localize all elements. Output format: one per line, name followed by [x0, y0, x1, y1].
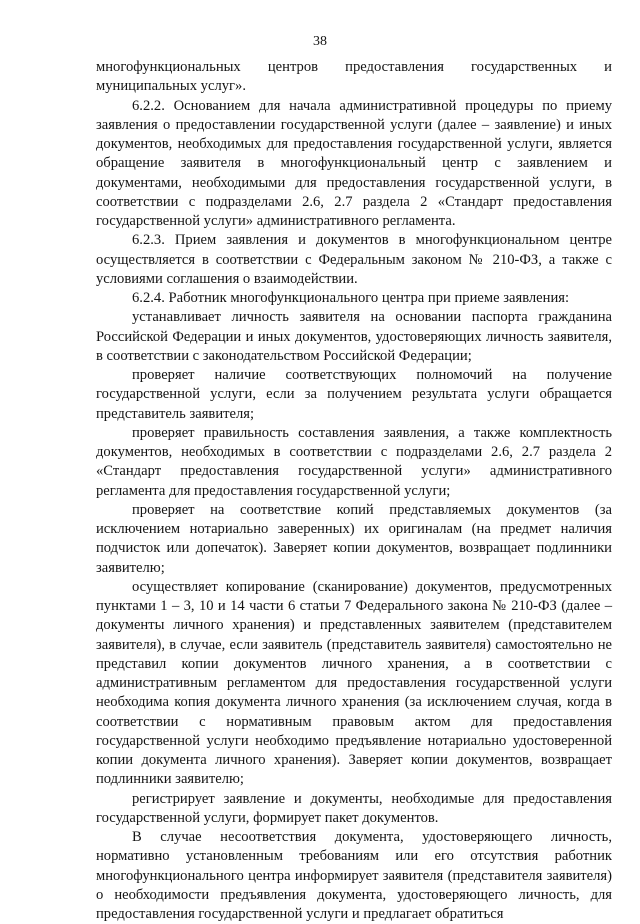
paragraph: проверяет на соответствие копий представляемых документов (за исключением нотариально заверенных) их оригиналам (на предмет наличия подчисток или допечаток). Заверяет копии документов, возвращает подлинники заявителю; [96, 501, 612, 576]
paragraph: проверяет правильность составления заявления, а также комплектность документов, необходимых в соответствии с подразделами 2.6, 2.7 раздела 2 «Стандарт предоставления государственной услуги» административного регламента для предоставления государственной услуги; [96, 424, 612, 499]
paragraph: 6.2.4. Работник многофункционального центра при приеме заявления: [132, 290, 570, 306]
paragraph: В случае несоответствия документа, удостоверяющего личность, нормативно установленным требованиям или его отсутствия работник многофункционального центра информирует заявителя (представителя заявителя) о необходимости предъявления документа, удостоверяющего личность, для предоставления государственной услуги и предлагает обратиться [96, 829, 612, 922]
paragraph: многофункциональных центров предоставления государственных и муниципальных услуг». [96, 59, 612, 95]
paragraph: проверяет наличие соответствующих полномочий на получение государственной услуги, если за получением результата услуги обращается представитель заявителя; [96, 367, 612, 422]
body-text [96, 58, 612, 924]
paragraph: 6.2.2. Основанием для начала административной процедуры по приему заявления о предоставлении государственной услуги (далее – заявление) и иных документов, необходимых для предоставления государственной услуги, является обращение заявителя в многофункциональный центр с заявлением и документами, необходимыми для предоставления государственной услуги, в соответствии с подразделами 2.6, 2.7 раздела 2 «Стандарт предоставления государственной услуги» административного регламента. [96, 97, 612, 229]
page-number: 38 [313, 34, 327, 49]
paragraph: устанавливает личность заявителя на основании паспорта гражданина Российской Федерации и иных документов, удостоверяющих личность заявителя, в соответствии с законодательством Российской Федерации; [96, 309, 612, 364]
paragraph: осуществляет копирование (сканирование) документов, предусмотренных пунктами 1 – 3, 10 и 14 части 6 статьи 7 Федерального закона № 210-ФЗ (далее – документы личного хранения) и представленных заявителем (представителем заявителя), в случае, если заявитель (представитель заявителя) самостоятельно не представил копии документов личного хранения, а в соответствии с административным регламентом для предоставления государственной услуги необходима копия документа личного хранения (за исключением случая, когда в соответствии с нормативным правовым актом для предоставления государственной услуги необходимо предъявление нотариально удостоверенной копии документа личного хранения). Заверяет копии документов, возвращает подлинники заявителю; [96, 578, 612, 788]
paragraph: 6.2.3. Прием заявления и документов в многофункциональном центре осуществляется в соответствии с Федеральным законом № 210-ФЗ, а также с условиями соглашения о взаимодействии. [96, 232, 612, 287]
paragraph: регистрирует заявление и документы, необходимые для предоставления государственной услуги, формирует пакет документов. [96, 790, 612, 826]
